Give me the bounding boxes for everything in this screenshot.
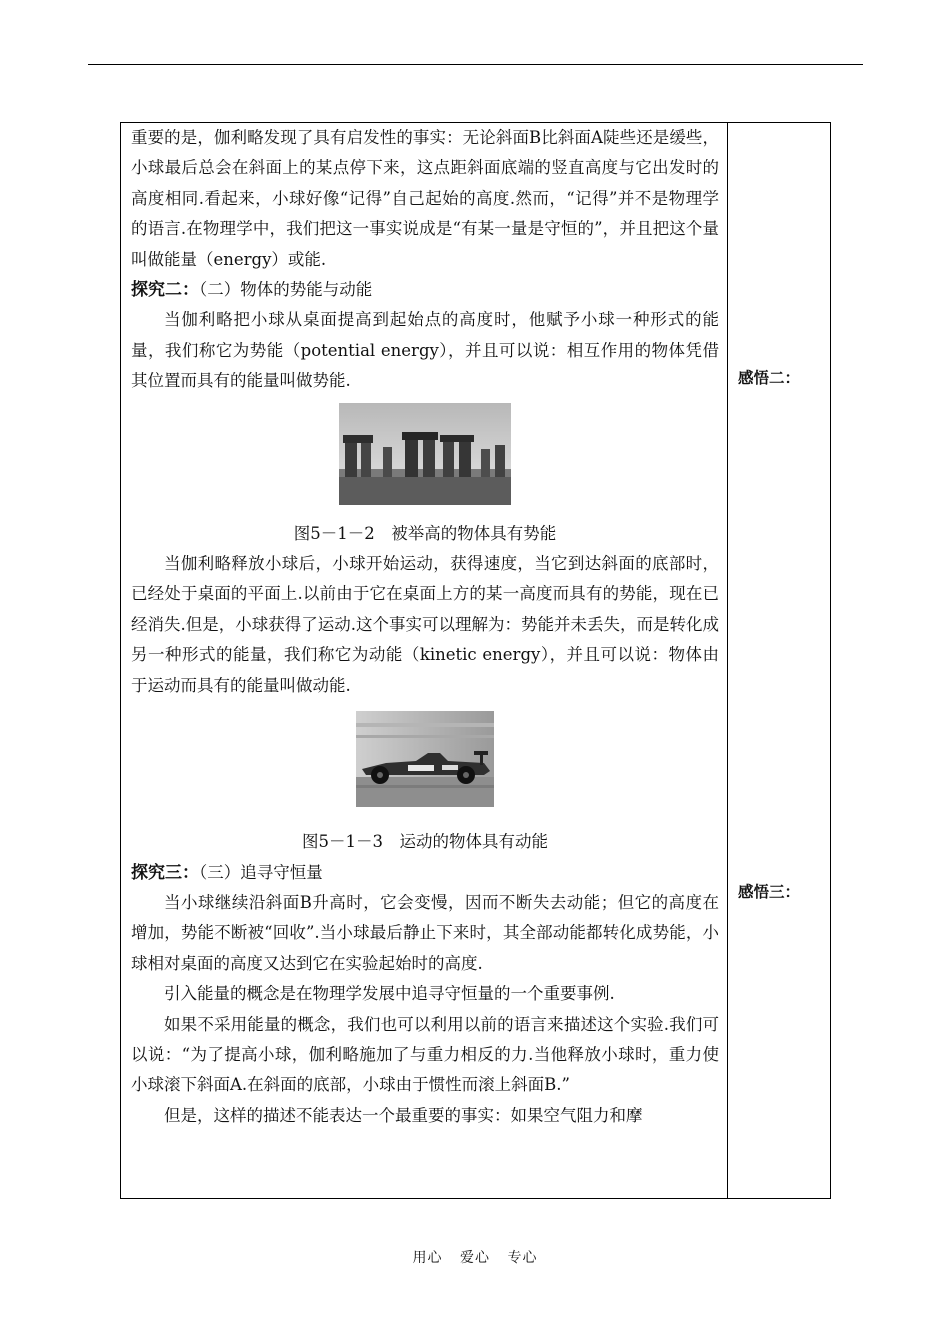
paragraph-energy-conversion: 当小球继续沿斜面B升高时，它会变慢，因而不断失去动能；但它的高度在增加，势能不断被“回收”.当小球最后静止下来时，其全部动能都转化成势能，小球相对桌面的高度又达到它在实验起始时的高度. xyxy=(131,892,719,973)
paragraph-conserved-quantity: 引入能量的概念是在物理学发展中追寻守恒量的一个重要事例. xyxy=(164,984,615,1004)
paragraph-kinetic-energy: 当伽利略释放小球后，小球开始运动，获得速度，当它到达斜面的底部时，已经处于桌面的平面上.以前由于它在桌面上方的某一高度而具有的势能，现在已经消失.但是，小球获得了运动.这个事实可以理解为：势能并未丢失，而是转化成另一种形式的能量，我们称它为动能（kinetic energy），并且可以说：物体由于运动而具有的能量叫做动能. xyxy=(131,554,719,695)
section-2-label: 探究二： xyxy=(131,280,199,301)
figure-5-1-2-caption: 图5－1－2 被举高的物体具有势能 xyxy=(293,523,557,543)
section-3-heading xyxy=(131,858,719,888)
paragraph-missing-fact: 但是，这样的描述不能表达一个最重要的事实：如果空气阻力和摩 xyxy=(164,1105,643,1125)
reflection-2-label: 感悟二： xyxy=(738,369,801,387)
race-car-photo xyxy=(356,711,494,807)
paragraph-force-description: 如果不采用能量的概念，我们也可以利用以前的语言来描述这个实验.我们可以说：“为了提高小球，伽利略施加了与重力相反的力.当他释放小球时，重力使小球滚下斜面A.在斜面的底部，小球由于惯性而滚上斜面B.” xyxy=(131,1014,719,1095)
stonehenge-photo xyxy=(339,403,511,505)
notes-column xyxy=(728,123,830,1198)
footer-word-1: 用心 xyxy=(412,1250,443,1266)
section-3-title: （三）追寻守恒量 xyxy=(199,862,323,882)
section-2-heading xyxy=(131,275,719,305)
paragraph-potential-energy: 当伽利略把小球从桌面提高到起始点的高度时，他赋予小球一种形式的能量，我们称它为势能（potential energy），并且可以说：相互作用的物体凭借其位置而具有的能量叫做势能. xyxy=(131,310,719,391)
section-2-title: （二）物体的势能与动能 xyxy=(199,280,373,300)
reflection-3-label: 感悟三： xyxy=(738,883,801,901)
footer-word-2: 爱心 xyxy=(460,1250,490,1266)
paragraph-energy-intro: 重要的是，伽利略发现了具有启发性的事实：无论斜面B比斜面A陡些还是缓些，小球最后总会在斜面上的某点停下来，这点距斜面底端的竖直高度与它出发时的高度相同.看起来，小球好像“记得”自己起始的高度.然而，“记得”并不是物理学的语言.在物理学中，我们把这一事实说成是“有某一量是守恒的”，并且把这个量叫做能量（energy）或能. xyxy=(131,128,719,269)
figure-5-1-3-caption: 图5－1－3 运动的物体具有动能 xyxy=(302,832,548,852)
section-3-label: 探究三： xyxy=(131,862,199,883)
footer-word-3: 专心 xyxy=(507,1250,538,1266)
main-column xyxy=(131,123,719,1131)
lesson-table xyxy=(120,122,831,1199)
header-rule xyxy=(88,64,863,65)
page-footer xyxy=(0,1247,950,1267)
